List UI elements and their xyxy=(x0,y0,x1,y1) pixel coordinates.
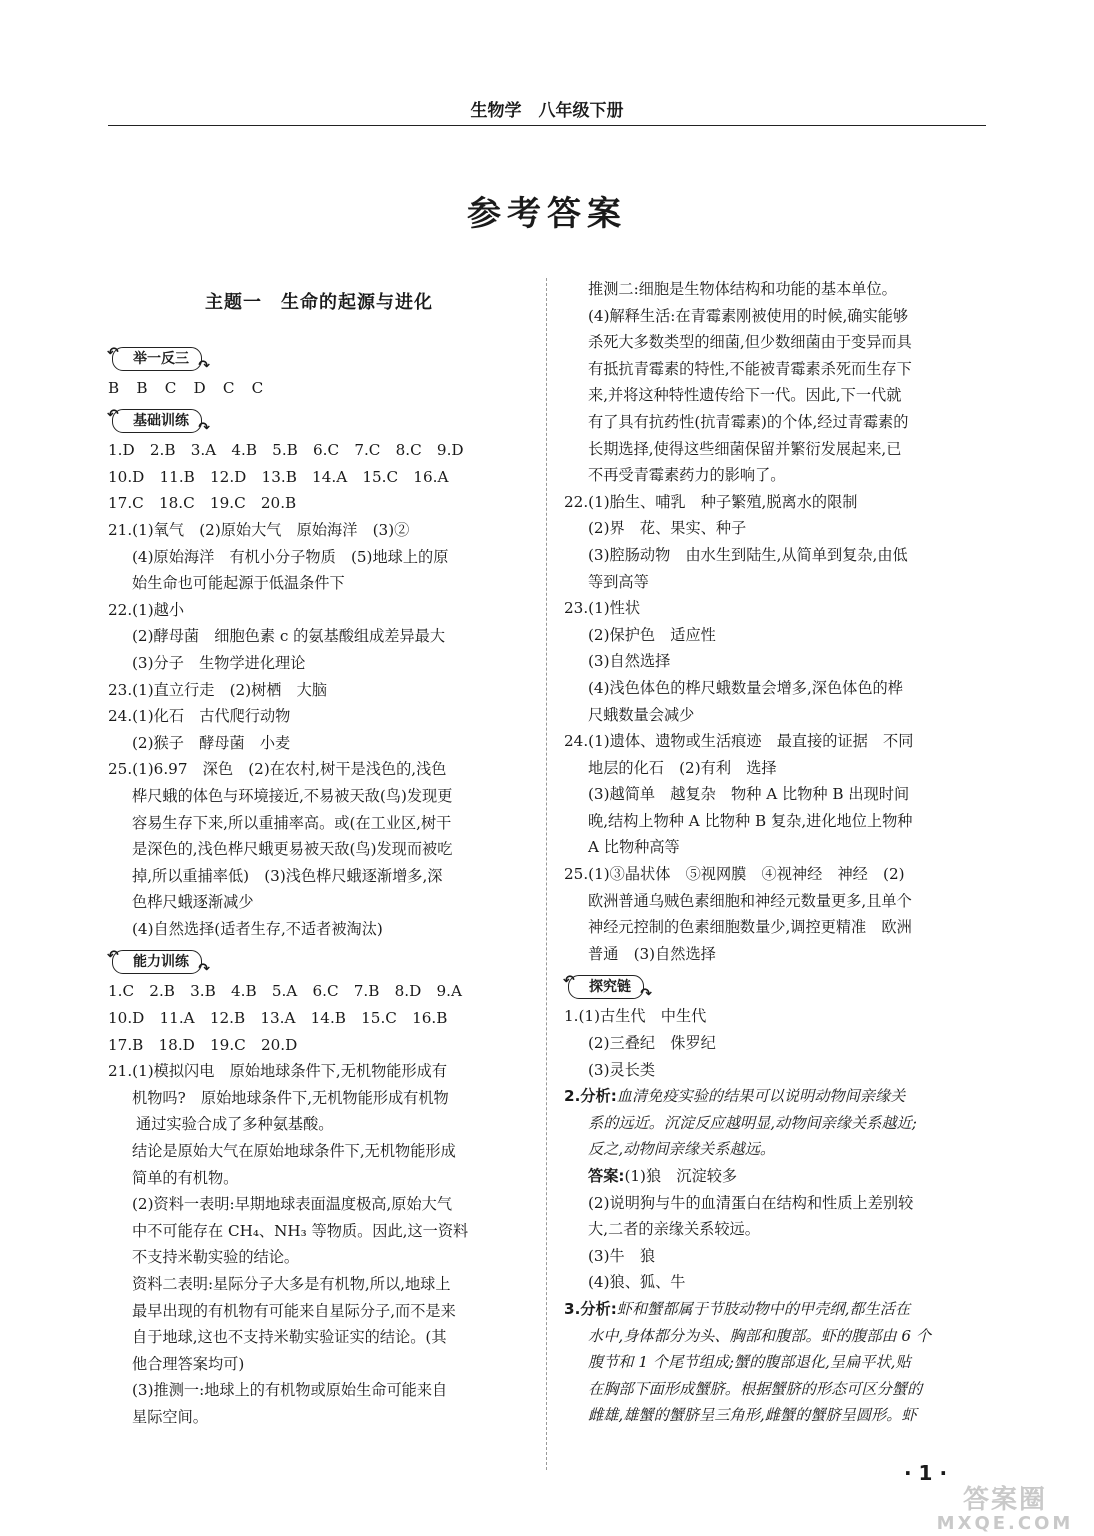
answer-line: (4)原始海洋 有机小分子物质 (5)地球上的原 xyxy=(132,547,449,566)
left-column xyxy=(108,290,530,1431)
answer-line: (2)酵母菌 细胞色素 c 的氨基酸组成差异最大 xyxy=(132,627,446,646)
answer-line: (2)界 花、果实、种子 xyxy=(588,519,747,538)
analysis-line xyxy=(564,1083,986,1110)
answer-list xyxy=(564,1003,986,1429)
answer-line: 资料二表明:星际分子大多是有机物,所以,地球上 xyxy=(132,1275,451,1293)
watermark-text: 答案圈 xyxy=(962,1485,1047,1515)
answer-line: 等到高等 xyxy=(588,572,649,591)
curved-arrow-icon: ↷ xyxy=(640,986,652,1003)
answer-line: 杀死大多数类型的细菌,但少数细菌由于变异而具 xyxy=(588,333,912,352)
answer-line: (2)三叠纪 侏罗纪 xyxy=(588,1034,716,1053)
curved-arrow-icon: ↶ xyxy=(107,344,119,361)
answer-line: 23.(1)性状 xyxy=(564,599,641,618)
answer-line: 桦尺蛾的体色与环境接近,不易被天敌(鸟)发现更 xyxy=(132,786,453,805)
analysis-text: 虾和蟹都属于节肢动物中的甲壳纲,都生活在 xyxy=(616,1299,911,1318)
section-tag-basic xyxy=(107,407,210,437)
answer-line: 24.(1)遗体、遗物或生活痕迹 最直接的证据 不同 xyxy=(564,732,914,751)
section-tag-inquiry xyxy=(563,973,652,1003)
column-divider xyxy=(546,278,547,1470)
answer-line: 21.(1)氧气 (2)原始大气 原始海洋 (3)② xyxy=(108,520,410,539)
answer-line: (3)越简单 越复杂 物种 A 比物种 B 出现时间 xyxy=(588,785,910,804)
answer-line: 25.(1)6.97 深色 (2)在农村,树干是浅色的,浅色 xyxy=(108,760,447,779)
answer-line: 来,并将这种特性遗传给下一代。因此,下一代就 xyxy=(588,386,902,405)
answer-line: (2)说明狗与牛的血清蛋白在结构和性质上差别较 xyxy=(588,1193,914,1212)
answer-label: 答案: xyxy=(588,1167,625,1185)
answer-line: (3)推测一:地球上的有机物或原始生命可能来自 xyxy=(132,1381,448,1400)
answer-line: (3)牛 狼 xyxy=(588,1246,656,1265)
curved-arrow-icon: ↶ xyxy=(107,948,119,965)
page-title: 参考答案 xyxy=(467,194,627,234)
answer-line: 不支持米勒实验的结论。 xyxy=(132,1248,300,1267)
analysis-label: 2.分析: xyxy=(564,1087,617,1106)
running-header: 生物学 八年级下册 xyxy=(470,101,624,121)
watermark-logo xyxy=(920,1485,1090,1536)
section-label: 探究链 xyxy=(589,979,631,996)
answer-line: 23.(1)直立行走 (2)树栖 大脑 xyxy=(108,680,328,699)
analysis-line: 腹节和 1 个尾节组成;蟹的腹部退化,呈扁平状,贴 xyxy=(588,1353,911,1372)
topic-title: 主题一 生命的起源与进化 xyxy=(205,292,433,313)
page-number: · 1 · xyxy=(904,1461,948,1485)
answer-line: 是深色的,浅色桦尺蛾更易被天敌(鸟)发现而被吃 xyxy=(132,840,453,859)
section-label: 举一反三 xyxy=(133,350,189,367)
answer-line: 1.D 2.B 3.A 4.B 5.B 6.C 7.C 8.C 9.D xyxy=(108,441,464,460)
answer-line: 长期选择,使得这些细菌保留并繁衍发展起来,已 xyxy=(588,439,902,458)
answer-line: 1.C 2.B 3.B 4.B 5.A 6.C 7.B 8.D 9.A xyxy=(108,982,462,1001)
answer-line: (4)狼、狐、牛 xyxy=(588,1273,686,1292)
curved-arrow-icon: ↶ xyxy=(563,973,575,990)
section-label: 基础训练 xyxy=(133,413,189,430)
answer-list xyxy=(108,437,530,942)
answer-line: (2)猴子 酵母菌 小麦 xyxy=(132,733,291,752)
answer-line: (3)自然选择 xyxy=(588,652,671,671)
answer-line: B B C D C C xyxy=(108,378,265,397)
answer-line: 1.(1)古生代 中生代 xyxy=(564,1007,707,1026)
answer-line: (4)浅色体色的桦尺蛾数量会增多,深色体色的桦 xyxy=(588,678,903,697)
answer-line: 有了具有抗药性(抗青霉素)的个体,经过青霉素的 xyxy=(588,412,909,431)
answer-line: 17.C 18.C 19.C 20.B xyxy=(108,494,297,513)
answer-line: 17.B 18.D 19.C 20.D xyxy=(108,1035,298,1054)
answer-line: 神经元控制的色素细胞数量少,调控更精准 欧洲 xyxy=(588,918,912,937)
answer-line: 推测二:细胞是生物体结构和功能的基本单位。 xyxy=(588,280,897,298)
analysis-label: 3.分析: xyxy=(564,1299,617,1318)
answer-line: 25.(1)③晶状体 ⑤视网膜 ④视神经 神经 (2) xyxy=(564,865,905,884)
analysis-line: 水中,身体都分为头、胸部和腹部。虾的腹部由 6 个 xyxy=(588,1326,932,1345)
header-rule xyxy=(108,125,986,126)
answer-line: A 比物种高等 xyxy=(588,838,680,857)
answer-line: 21.(1)模拟闪电 原始地球条件下,无机物能形成有 xyxy=(108,1062,448,1081)
analysis-line xyxy=(564,1296,986,1323)
answer-line: (3)分子 生物学进化理论 xyxy=(132,653,306,672)
answer-line: 机物吗? 原始地球条件下,无机物能形成有机物 xyxy=(132,1088,449,1107)
curved-arrow-icon: ↷ xyxy=(198,961,210,978)
curved-arrow-icon: ↷ xyxy=(198,357,210,374)
answer-line: 22.(1)胎生、哺乳 种子繁殖,脱离水的限制 xyxy=(564,492,858,511)
answer-line: 始生命也可能起源于低温条件下 xyxy=(132,574,345,593)
answer-line: 24.(1)化石 古代爬行动物 xyxy=(108,707,291,726)
watermark-url: MXQE.COM xyxy=(936,1513,1074,1534)
answer-line: 结论是原始大气在原始地球条件下,无机物能形成 xyxy=(132,1142,456,1161)
analysis-line: 雌雄,雄蟹的蟹脐呈三角形,雌蟹的蟹脐呈圆形。虾 xyxy=(588,1406,917,1425)
answer-line: 尺蛾数量会减少 xyxy=(588,705,695,724)
answer-line: 自于地球,这也不支持米勒实验证实的结论。(其 xyxy=(132,1328,447,1347)
answer-text: (1)狼 沉淀较多 xyxy=(624,1167,738,1185)
answer-line: 星际空间。 xyxy=(132,1407,208,1426)
answer-line: 欧洲普通乌贼色素细胞和神经元数量更多,且单个 xyxy=(588,891,912,910)
answer-line: 10.D 11.B 12.D 13.B 14.A 15.C 16.A xyxy=(108,467,449,486)
answer-line: 10.D 11.A 12.B 13.A 14.B 15.C 16.B xyxy=(108,1009,448,1028)
answer-line: (2)资料一表明:早期地球表面温度极高,原始大气 xyxy=(132,1195,453,1214)
section-tag-ability xyxy=(107,948,210,978)
answer-line: 晚,结构上物种 A 比物种 B 复杂,进化地位上物种 xyxy=(588,811,913,830)
answer-list xyxy=(108,978,530,1430)
answer-line: (3)腔肠动物 由水生到陆生,从简单到复杂,由低 xyxy=(588,545,908,564)
section-tag-practice xyxy=(107,344,210,374)
answer-list xyxy=(564,276,986,967)
answer-line: 最早出现的有机物有可能来自星际分子,而不是来 xyxy=(132,1301,456,1320)
right-column xyxy=(564,276,986,1429)
answer-line: (4)解释生活:在青霉素刚被使用的时候,确实能够 xyxy=(588,306,909,325)
analysis-line: 反之,动物间亲缘关系越远。 xyxy=(588,1140,776,1159)
answer-line: 色桦尺蛾逐渐减少 xyxy=(132,893,254,912)
curved-arrow-icon: ↶ xyxy=(107,407,119,424)
answer-line: 容易生存下来,所以重捕率高。或(在工业区,树干 xyxy=(132,813,452,832)
analysis-text: 血清免疫实验的结果可以说明动物间亲缘关 xyxy=(616,1087,906,1106)
answer-line: 他合理答案均可) xyxy=(132,1354,245,1373)
answer-line: 不再受青霉素药力的影响了。 xyxy=(588,466,786,485)
answer-line: 简单的有机物。 xyxy=(132,1168,239,1187)
answer-line: 普通 (3)自然选择 xyxy=(588,944,716,963)
answer-list xyxy=(108,375,530,402)
analysis-line: 在胸部下面形成蟹脐。根据蟹脐的形态可区分蟹的 xyxy=(588,1379,923,1398)
answer-line: (3)灵长类 xyxy=(588,1060,656,1079)
answer-line: (2)保护色 适应性 xyxy=(588,625,716,644)
analysis-line: 系的远近。沉淀反应越明显,动物间亲缘关系越近; xyxy=(588,1113,917,1132)
answer-line: 22.(1)越小 xyxy=(108,600,185,619)
curved-arrow-icon: ↷ xyxy=(198,420,210,437)
section-label: 能力训练 xyxy=(133,954,189,971)
answer-line: 有抵抗青霉素的特性,不能被青霉素杀死而生存下 xyxy=(588,359,912,378)
answer-line: 掉,所以重捕率低) (3)浅色桦尺蛾逐渐增多,深 xyxy=(132,866,443,885)
answer-line: 地层的化石 (2)有利 选择 xyxy=(588,758,777,777)
answer-line xyxy=(564,1163,986,1190)
answer-line: (4)自然选择(适者生存,不适者被淘汰) xyxy=(132,919,383,938)
answer-line: 大,二者的亲缘关系较远。 xyxy=(588,1220,760,1239)
answer-line: 中不可能存在 CH₄、NH₃ 等物质。因此,这一资料 xyxy=(132,1221,469,1240)
answer-line: 通过实验合成了多种氨基酸。 xyxy=(136,1115,334,1134)
